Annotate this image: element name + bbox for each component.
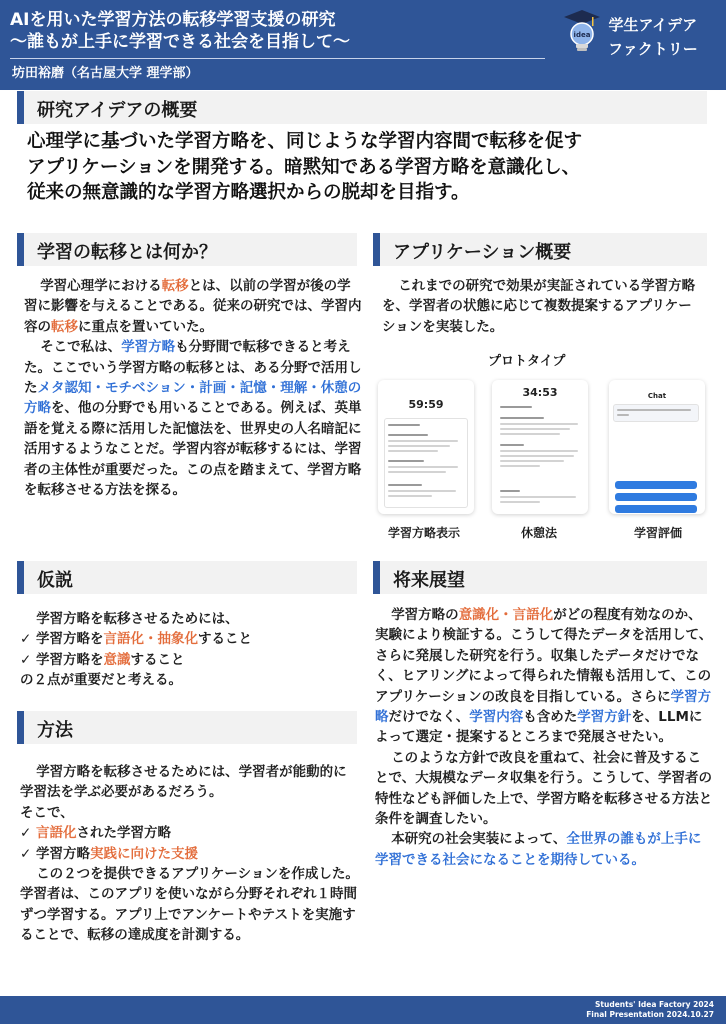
method-heading	[17, 711, 357, 744]
app-heading	[373, 233, 707, 266]
overview-line-2: アプリケーションを開発する。暗黙知である学習方略を意識化し、	[27, 156, 581, 178]
future-heading	[373, 561, 707, 594]
chat-option-button[interactable]	[615, 505, 697, 513]
transfer-heading-text: 学習の転移とは何か？	[37, 242, 217, 263]
hypothesis-item-1: ✓ 学習方略を言語化・抽象化すること	[20, 631, 253, 648]
app-heading-text: アプリケーション概要	[393, 242, 572, 263]
title-line-1: AIを用いた学習方法の転移学習支援の研究	[10, 10, 336, 30]
overview-heading	[17, 91, 707, 124]
screen-timer: 34:53	[522, 386, 558, 399]
caption-strategy: 学習方略表示	[388, 526, 461, 540]
transfer-paragraph-1: 学習心理学における転移とは、以前の学習が後の学習に影響を与えることである。従来の研究では、学習内容の転移に重点を置いていた。	[24, 278, 362, 335]
prototype-label: プロトタイプ	[488, 354, 566, 369]
method-item-2: ✓ 学習方略実践に向けた支援	[20, 845, 199, 862]
header-divider	[10, 58, 545, 59]
logo-icon-text: idea	[573, 31, 591, 39]
title-line-2: ～誰もが上手に学習できる社会を目指して～	[10, 32, 350, 52]
hypothesis-heading-text: 仮説	[37, 570, 73, 591]
caption-break: 休憩法	[521, 526, 558, 540]
logo-text	[608, 13, 698, 61]
chat-option-button[interactable]	[615, 481, 697, 489]
method-item-1: ✓ 言語化された学習方略	[20, 825, 172, 842]
overview-heading-text: 研究アイデアの概要	[37, 100, 198, 121]
transfer-body	[24, 276, 364, 500]
method-paragraph-2: この２つを提供できるアプリケーションを作成した。学習者は、このアプリを使いながら分野それぞれ１時間ずつ学習する。アプリ上でアンケートやテストを実施することで、転移の達成度を計測する。	[20, 866, 359, 944]
method-body	[20, 762, 360, 946]
hypothesis-heading	[17, 561, 357, 594]
app-body	[382, 276, 700, 337]
logo-text-line-1: 学生アイデア	[608, 16, 698, 34]
app-description: これまでの研究で効果が実証されている学習方略を、学習者の状態に応じて複数提案するアプリケーションを実装した。	[382, 278, 696, 335]
hypothesis-outro: の２点が重要だと考える。	[20, 672, 182, 689]
hypothesis-body	[20, 609, 360, 691]
future-body	[375, 605, 713, 870]
chat-bubble	[613, 404, 699, 422]
footer-line-1: Students' Idea Factory 2024	[595, 1000, 714, 1009]
lightbulb-graduate-icon	[562, 8, 602, 54]
screen-title: Chat	[647, 392, 667, 400]
hypothesis-item-2: ✓ 学習方略を意識すること	[20, 651, 185, 668]
overview-line-3: 従来の無意識的な学習方略選択からの脱却を目指す。	[27, 182, 470, 203]
transfer-heading	[17, 233, 357, 266]
prototype-screen-chat	[609, 380, 705, 514]
author-line: 坊田裕磨（名古屋大学 理学部）	[12, 66, 199, 81]
caption-evaluation: 学習評価	[634, 526, 683, 540]
prototype-screen-break	[492, 380, 588, 514]
transfer-paragraph-2: そこで私は、学習方略も分野間で転移できると考えた。ここでいう学習方略の転移とは、ある分野で活用したメタ認知・モチベション・計画・記憶・理解・休憩の方略を、他の分野でも用いることである。例えば、英単語を覚える際に活用した記憶法を、世界史の人名暗記に活用するようなことだ。学習内容が転移するには、学習者の主体性が重要だった。この点を踏まえて、学習方略を転移させる方法を探る。	[24, 339, 362, 499]
poster-footer	[0, 996, 726, 1024]
future-paragraph-2: このような方針で改良を重ねて、社会に普及することで、大規模なデータ収集を行う。こうして、学習者の特性なども評価した上で、学習方略を転移させる方法と条件を調査したい。	[375, 749, 713, 828]
overview-line-1: 心理学に基づいた学習方略を、同じような学習内容間で転移を促す	[27, 131, 583, 152]
prototype-screen-strategy	[378, 380, 474, 514]
footer-line-2: Final Presentation 2024.10.27	[586, 1010, 714, 1019]
future-heading-text: 将来展望	[393, 570, 465, 591]
method-paragraph-1: 学習方略を転移させるためには、学習者が能動的に学習法を学ぶ必要があるだろう。	[20, 764, 347, 801]
future-paragraph-3: 本研究の社会実装によって、全世界の誰もが上手に学習できる社会になることを期待している。	[375, 831, 702, 868]
overview-lead	[27, 129, 707, 206]
screen-timer: 59:59	[408, 398, 444, 411]
method-paragraph-1b: そこで、	[20, 804, 74, 821]
chat-option-button[interactable]	[615, 493, 697, 501]
future-paragraph-1: 学習方略の意識化・言語化がどの程度有効なのか、実験により検証する。こうして得たデータを活用して、さらに発展した研究を行う。収集したデータだけでなく、ヒアリングによって得られた情報も活用して、このアプリケーションの改良を目指している。さらに学習方略だけでなく、学習内容も含めた学習方針を、LLMによって選定・提案するところまで発展させたい。	[375, 607, 713, 746]
hypothesis-intro: 学習方略を転移させるためには、	[36, 611, 239, 627]
method-heading-text: 方法	[37, 720, 73, 741]
poster-header	[0, 0, 726, 90]
logo-text-line-2: ファクトリー	[608, 40, 698, 58]
